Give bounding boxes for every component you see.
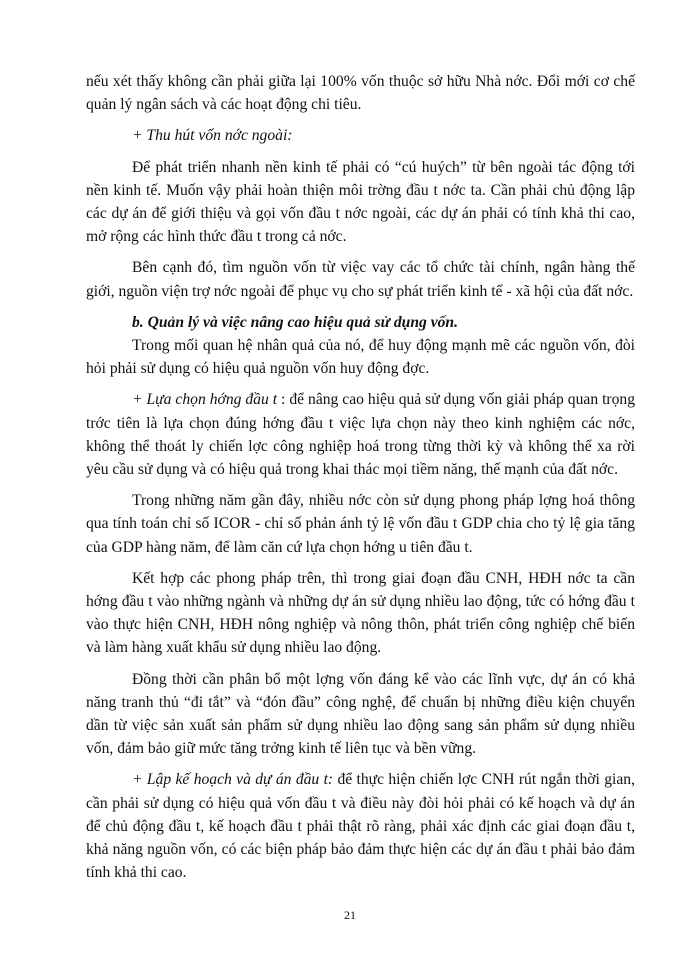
paragraph-lua-chon-huong [86, 388, 635, 481]
page-number: 21 [344, 908, 356, 922]
lap-ke-hoach-lead: + Lập kế hoạch và dự án đầu t: [132, 771, 334, 789]
heading-thu-hut-von: + Thu hút vốn nớc ngoài: [132, 127, 293, 145]
lap-ke-hoach-text: để thực hiện chiến lợc CNH rút ngắn thời gian, cần phải sử dụng có hiệu quả vốn đầu t và điều này đòi hỏi phải có kế hoạch và dự án để chủ động đầu t, kế hoạch đầu t phải thật rõ ràng, phải xác định các giai đoạn đầu t, khả năng nguồn vốn, có các biện pháp bảo đảm thực hiện các dự án đầu t phải bảo đảm tính khả thi cao. [86, 771, 635, 882]
heading-b: b. Quản lý và việc nâng cao hiệu quả sử dụng vốn. [132, 313, 459, 331]
lua-chon-lead: + Lựa chọn hớng đầu t [132, 391, 278, 409]
paragraph-4: Trong mối quan hệ nhân quả của nó, để huy động mạnh mẽ các nguồn vốn, đòi hỏi phải sử dụng có hiệu quả nguồn vốn huy động đợc. [86, 337, 635, 378]
paragraph-7: Đồng thời cần phân bổ một lợng vốn đáng kể vào các lĩnh vực, dự án có khả năng tranh thủ “đi tắt” và “đón đầu” công nghệ, để chuẩn bị những điều kiện chuyển dần từ việc sản xuất sản phẩm sử dụng nhiều lao động sang sản phẩm sử dụng nhiều vốn, đảm bảo giữ mức tăng trởng kinh tế liên tục và bền vững. [86, 670, 635, 758]
paragraph-5: Trong những năm gần đây, nhiều nớc còn sử dụng phong pháp lợng hoá thông qua tính toán chỉ số ICOR - chỉ số phản ánh tỷ lệ vốn đầu t GDP chia cho tỷ lệ gia tăng của GDP hàng năm, để làm căn cứ lựa chọn hớng u tiên đầu t. [86, 492, 635, 556]
document-page [86, 70, 635, 885]
paragraph-2: Để phát triển nhanh nền kinh tế phải có “cú huých” từ bên ngoài tác động tới nền kinh tế. Muốn vậy phải hoàn thiện môi trờng đầu t nớc ta. Cần phải chủ động lập các dự án để giới thiệu và gọi vốn đầu t nớc ngoài, các dự án phải có tính khả thi cao, mở rộng các hình thức đầu t trong cả nớc. [86, 158, 635, 246]
lua-chon-text: : để nâng cao hiệu quả sử dụng vốn giải pháp quan trọng trớc tiên là lựa chọn đúng hớng đầu t việc lựa chọn này theo kinh nghiệm các nớc, không thể thoát ly chiến lợc công nghiệp hoá trong từng thời kỳ và không thể xa rời yêu cầu sử dụng và có hiệu quả trong khai thác mọi tiềm năng, thế mạnh của đất nớc. [86, 391, 635, 479]
paragraph-6: Kết hợp các phong pháp trên, thì trong giai đoạn đầu CNH, HĐH nớc ta cần hớng đầu t vào những ngành và những dự án sử dụng nhiều lao động, tức có hớng đầu t vào thực hiện CNH, HĐH nông nghiệp và nông thôn, phát triển công nghiệp chế biến và làm hàng xuất khẩu sử dụng nhiều lao động. [86, 569, 635, 657]
paragraph-1: nếu xét thấy không cần phải giữa lại 100% vốn thuộc sở hữu Nhà nớc. Đổi mới cơ chế quản lý ngân sách và các hoạt động chi tiêu. [86, 73, 635, 114]
paragraph-3: Bên cạnh đó, tìm nguồn vốn từ việc vay các tổ chức tài chính, ngân hàng thế giới, nguồn viện trợ nớc ngoài để phục vụ cho sự phát triển kinh tế - xã hội của đất nớc. [86, 259, 635, 300]
paragraph-lap-ke-hoach [86, 768, 635, 884]
